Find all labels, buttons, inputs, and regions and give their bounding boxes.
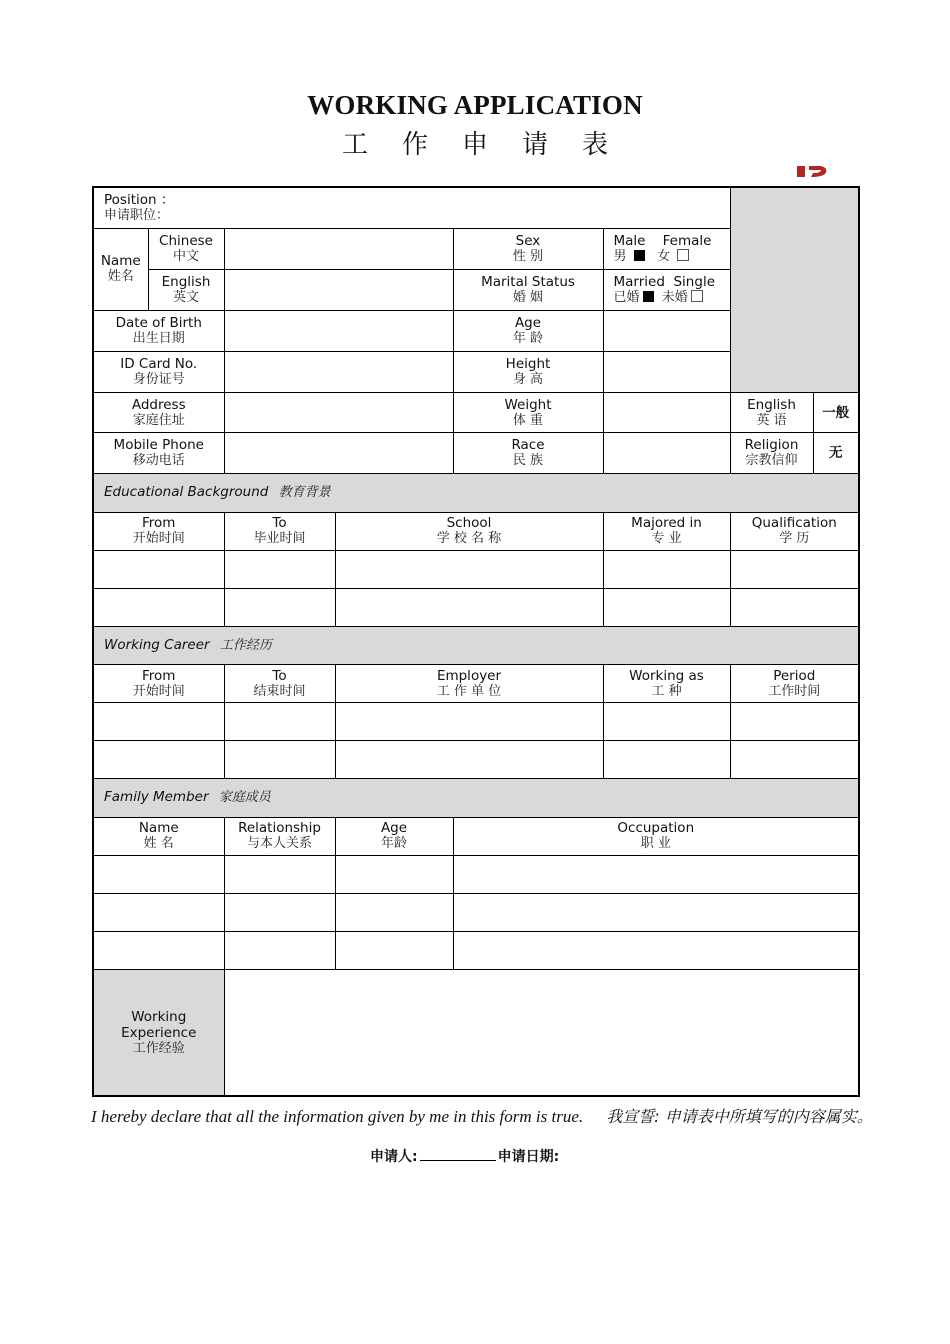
sex-label-cn: 性 别 <box>512 248 544 264</box>
id-card-label-cell <box>93 352 224 393</box>
age-label-cn: 年 龄 <box>512 330 544 346</box>
male-checkbox-checked-icon[interactable] <box>634 250 645 261</box>
english-label: English <box>161 273 211 290</box>
edu-qualification-label: Qualification <box>751 515 837 532</box>
chinese-label: Chinese <box>159 232 213 249</box>
career-employer-label-cn: 工 作 单 位 <box>436 683 502 699</box>
career-section-header <box>93 626 859 664</box>
english-label-cn: 英文 <box>172 289 199 305</box>
male-label: 男 <box>613 248 627 264</box>
age-label: Age <box>514 314 542 331</box>
age-input[interactable] <box>603 310 730 351</box>
english-name-input[interactable] <box>224 269 453 310</box>
education-title: Educational Background <box>104 484 269 501</box>
family-occupation-input[interactable] <box>453 893 859 931</box>
edu-school-input[interactable] <box>335 588 603 626</box>
sex-options[interactable] <box>603 228 730 269</box>
height-label: Height <box>505 356 551 373</box>
table-row <box>93 550 859 588</box>
edu-school-label-cn: 学 校 名 称 <box>436 531 502 547</box>
family-relationship-input[interactable] <box>224 855 335 893</box>
position-field[interactable] <box>93 187 730 228</box>
name-label-cn: 姓名 <box>107 269 134 285</box>
id-card-input[interactable] <box>224 352 453 393</box>
mobile-label-cn: 移动电话 <box>132 453 185 469</box>
declaration-cn: 我宣誓: 申请表中所填写的内容属实。 <box>606 1107 873 1126</box>
address-input[interactable] <box>224 393 453 433</box>
married-checkbox-checked-icon[interactable] <box>643 291 654 302</box>
family-age-label-cn: 年龄 <box>380 836 407 852</box>
family-age-label: Age <box>380 820 408 837</box>
family-occupation-input[interactable] <box>453 931 859 969</box>
weight-input[interactable] <box>603 393 730 433</box>
address-label: Address <box>131 396 186 413</box>
edu-major-input[interactable] <box>603 588 730 626</box>
edu-school-header <box>335 512 603 550</box>
table-row <box>93 588 859 626</box>
religion-label-cn: 宗教信仰 <box>745 453 798 469</box>
career-to-header <box>224 665 335 703</box>
application-form <box>92 186 860 1097</box>
married-label: 已婚 <box>613 289 640 305</box>
experience-label-line1: Working <box>131 1008 187 1025</box>
experience-label-cn: 工作经验 <box>132 1040 185 1056</box>
single-label: 未婚 <box>661 289 688 305</box>
family-age-input[interactable] <box>335 931 453 969</box>
edu-qualification-header <box>730 512 859 550</box>
table-row <box>93 703 859 741</box>
height-input[interactable] <box>603 352 730 393</box>
mobile-input[interactable] <box>224 433 453 474</box>
career-from-label: From <box>142 667 176 684</box>
single-checkbox-icon[interactable] <box>691 290 703 302</box>
edu-to-label-cn: 毕业时间 <box>253 531 306 547</box>
marital-label-cell <box>453 269 603 310</box>
religion-label-cell <box>730 433 813 474</box>
religion-value[interactable]: 无 <box>813 433 859 474</box>
family-name-input[interactable] <box>93 931 224 969</box>
table-row <box>93 893 859 931</box>
family-age-header <box>335 817 453 855</box>
edu-from-label: From <box>142 515 176 532</box>
family-title: Family Member <box>104 789 209 806</box>
table-row <box>93 741 859 779</box>
experience-label-line2: Experience <box>121 1024 197 1041</box>
weight-label: Weight <box>504 396 552 413</box>
edu-from-label-cn: 开始时间 <box>132 531 185 547</box>
career-to-input[interactable] <box>224 741 335 779</box>
age-label-cell <box>453 310 603 351</box>
declaration <box>91 1104 891 1127</box>
id-card-label: ID Card No. <box>120 356 198 373</box>
career-title-cn: 工作经历 <box>219 637 272 653</box>
address-label-cn: 家庭住址 <box>132 412 185 428</box>
mobile-label-cell <box>93 433 224 474</box>
name-label: Name <box>100 253 141 270</box>
family-name-input[interactable] <box>93 893 224 931</box>
chinese-label-cn: 中文 <box>172 248 199 264</box>
education-section-header <box>93 474 859 512</box>
edu-major-header <box>603 512 730 550</box>
family-name-input[interactable] <box>93 855 224 893</box>
weight-label-cell <box>453 393 603 433</box>
dob-label-cell <box>93 310 224 351</box>
family-name-header <box>93 817 224 855</box>
family-occupation-header <box>453 817 859 855</box>
chinese-label-cell <box>148 228 224 269</box>
family-title-cn: 家庭成员 <box>218 790 271 806</box>
position-label-cn: 申请职位： <box>104 207 170 223</box>
career-period-label-cn: 工作时间 <box>768 683 821 699</box>
experience-label-cell <box>93 970 224 1097</box>
edu-from-header <box>93 512 224 550</box>
marital-options-cn <box>614 290 730 306</box>
career-to-label-cn: 结束时间 <box>253 683 306 699</box>
career-from-input[interactable] <box>93 703 224 741</box>
page-title-cn: 工作申请表 <box>341 130 642 160</box>
marital-options-label: Married Single <box>613 273 715 290</box>
sex-label-cell <box>453 228 603 269</box>
race-label: Race <box>511 437 545 454</box>
family-occupation-label-cn: 职 业 <box>640 836 671 852</box>
edu-from-input[interactable] <box>93 550 224 588</box>
sex-options-cn <box>614 249 730 265</box>
family-relationship-header <box>224 817 335 855</box>
edu-from-input[interactable] <box>93 588 224 626</box>
edu-school-input[interactable] <box>335 550 603 588</box>
female-checkbox-icon[interactable] <box>677 249 689 261</box>
family-age-input[interactable] <box>335 893 453 931</box>
career-to-label: To <box>272 667 287 684</box>
english-level-label-cn: 英 语 <box>756 412 787 428</box>
position-label: Position ： <box>104 191 175 208</box>
dob-input[interactable] <box>224 310 453 351</box>
career-period-header <box>730 665 859 703</box>
family-name-label-cn: 姓 名 <box>143 836 174 852</box>
edu-to-header <box>224 512 335 550</box>
race-label-cell <box>453 433 603 474</box>
career-working-as-input[interactable] <box>603 703 730 741</box>
career-from-input[interactable] <box>93 741 224 779</box>
dob-label: Date of Birth <box>115 314 202 331</box>
career-working-as-header <box>603 665 730 703</box>
address-label-cell <box>93 393 224 433</box>
edu-major-input[interactable] <box>603 550 730 588</box>
career-employer-label: Employer <box>436 667 502 684</box>
family-occupation-input[interactable] <box>453 855 859 893</box>
id-card-label-cn: 身份证号 <box>132 372 185 388</box>
race-label-cn: 民 族 <box>512 453 544 469</box>
english-level-value[interactable]: 一般 <box>813 393 859 433</box>
career-to-input[interactable] <box>224 703 335 741</box>
education-title-cn: 教育背景 <box>278 485 331 501</box>
edu-to-input[interactable] <box>224 588 335 626</box>
sex-options-label: Male Female <box>613 232 712 249</box>
edu-qualification-label-cn: 学 历 <box>779 531 810 547</box>
career-employer-input[interactable] <box>335 741 603 779</box>
family-age-input[interactable] <box>335 855 453 893</box>
signature-line <box>370 1146 559 1166</box>
mobile-label: Mobile Phone <box>113 437 204 454</box>
female-label: 女 <box>657 248 671 264</box>
family-relationship-label-cn: 与本人关系 <box>246 836 312 852</box>
family-relationship-label: Relationship <box>238 820 321 837</box>
race-input[interactable] <box>603 433 730 474</box>
height-label-cell <box>453 352 603 393</box>
dob-label-cn: 出生日期 <box>132 330 185 346</box>
english-level-label: English <box>747 396 796 413</box>
table-row <box>93 931 859 969</box>
career-from-header <box>93 665 224 703</box>
career-working-as-label: Working as <box>629 667 704 684</box>
table-row <box>93 855 859 893</box>
logo-fragment <box>795 164 835 178</box>
religion-label: Religion <box>744 437 799 454</box>
page-title-en: WORKING APPLICATION <box>307 90 643 120</box>
family-relationship-input[interactable] <box>224 893 335 931</box>
edu-major-label: Majored in <box>631 515 702 532</box>
applicant-label: 申请人: <box>370 1149 418 1165</box>
career-period-label: Period <box>773 667 816 684</box>
edu-to-label: To <box>272 515 287 532</box>
marital-label-cn: 婚 姻 <box>512 289 544 305</box>
family-name-label: Name <box>138 820 179 837</box>
edu-qualification-input[interactable] <box>730 550 859 588</box>
edu-qualification-input[interactable] <box>730 588 859 626</box>
edu-school-label: School <box>446 515 492 532</box>
applicant-signature-field[interactable] <box>420 1148 496 1161</box>
weight-label-cn: 体 重 <box>512 412 544 428</box>
marital-options[interactable] <box>603 269 730 310</box>
career-working-as-label-cn: 工 种 <box>651 683 682 699</box>
edu-major-label-cn: 专 业 <box>651 531 682 547</box>
english-label-cell <box>148 269 224 310</box>
chinese-name-input[interactable] <box>224 228 453 269</box>
career-from-label-cn: 开始时间 <box>132 683 185 699</box>
sex-label: Sex <box>515 232 541 249</box>
english-level-label-cell <box>730 393 813 433</box>
career-period-input[interactable] <box>730 703 859 741</box>
family-section-header <box>93 779 859 817</box>
career-period-input[interactable] <box>730 741 859 779</box>
photo-box[interactable] <box>730 187 859 393</box>
family-occupation-label: Occupation <box>617 820 695 837</box>
career-employer-header <box>335 665 603 703</box>
career-title: Working Career <box>104 636 210 653</box>
name-label-cell <box>93 228 148 310</box>
family-relationship-input[interactable] <box>224 931 335 969</box>
declaration-en: I hereby declare that all the information given by me in this form is true. <box>91 1107 584 1126</box>
experience-input[interactable] <box>224 970 859 1097</box>
career-working-as-input[interactable] <box>603 741 730 779</box>
career-employer-input[interactable] <box>335 703 603 741</box>
date-label: 申请日期: <box>497 1149 560 1165</box>
edu-to-input[interactable] <box>224 550 335 588</box>
marital-label: Marital Status <box>481 273 575 290</box>
height-label-cn: 身 高 <box>512 372 544 388</box>
